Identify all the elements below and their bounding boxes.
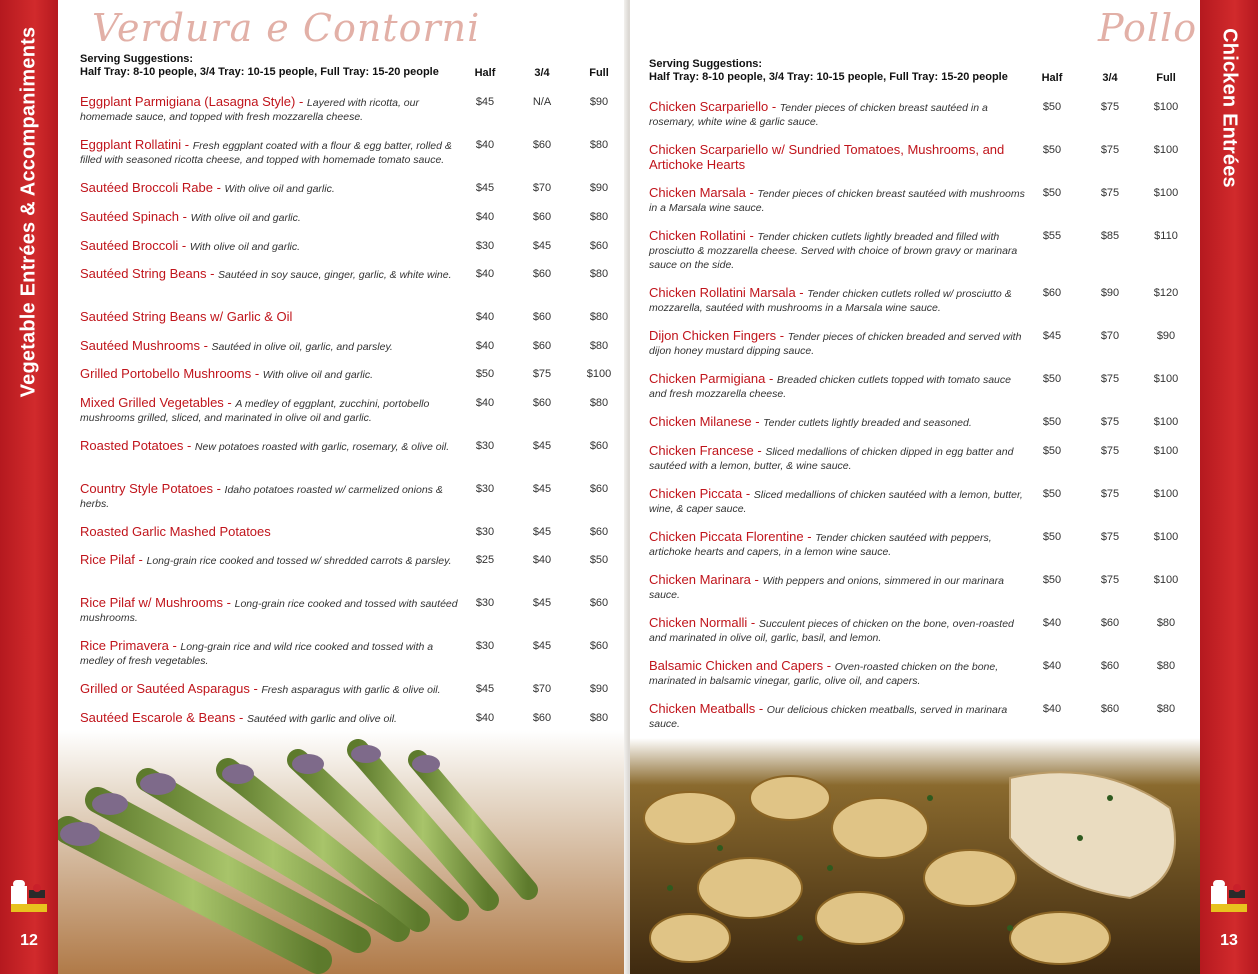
menu-item-name: Chicken Marinara — [649, 572, 751, 587]
menu-item-text — [80, 553, 458, 568]
separator-dash: - — [206, 266, 219, 281]
menu-item-text — [649, 286, 1027, 315]
menu-item-description: Sautéed in olive oil, garlic, and parsley. — [211, 341, 393, 353]
menu-item-description: Sliced medallions of chicken sautéed with a lemon, butter, wine, & caper sauce. — [649, 489, 1023, 515]
menu-item-description: With olive oil and garlic. — [190, 212, 301, 224]
menu-item-name: Sautéed String Beans — [80, 266, 207, 281]
price-three-quarter: $90 — [1100, 287, 1120, 299]
menu-item-text — [649, 444, 1027, 473]
column-header-three-quarter: 3/4 — [1102, 72, 1118, 84]
separator-dash: - — [753, 443, 766, 458]
menu-item-text — [649, 186, 1027, 215]
serving-text: Half Tray: 8-10 people, 3/4 Tray: 10-15 people, Full Tray: 15-20 people — [80, 66, 439, 78]
price-half: $40 — [1042, 703, 1062, 715]
price-half: $30 — [475, 526, 495, 538]
menu-item-description: Tender pieces of chicken breast sautéed in a rosemary, white wine & garlic sauce. — [649, 102, 988, 128]
separator-dash: - — [178, 238, 190, 253]
price-full: $80 — [589, 211, 609, 223]
page-number: 13 — [1220, 932, 1238, 949]
menu-item-text — [649, 616, 1027, 645]
price-full: $80 — [589, 311, 609, 323]
price-half: $50 — [1042, 373, 1062, 385]
price-three-quarter: $70 — [532, 683, 552, 695]
separator-dash: - — [179, 209, 191, 224]
price-three-quarter: $75 — [1100, 416, 1120, 428]
separator-dash: - — [750, 572, 763, 587]
price-three-quarter: $45 — [532, 597, 552, 609]
menu-item-name: Country Style Potatoes — [80, 481, 213, 496]
separator-dash: - — [745, 228, 758, 243]
price-three-quarter: $75 — [532, 368, 552, 380]
page-number: 12 — [20, 932, 38, 949]
price-full: $100 — [1153, 531, 1179, 543]
menu-item-name: Chicken Milanese — [649, 414, 752, 429]
price-half: $50 — [1042, 488, 1062, 500]
separator-dash: - — [755, 701, 767, 716]
menu-page-left — [0, 0, 628, 974]
menu-item-name: Chicken Piccata — [649, 486, 743, 501]
menu-item-name: Sautéed String Beans w/ Garlic & Oil — [80, 309, 293, 324]
price-half: $40 — [475, 268, 495, 280]
menu-item-text — [80, 482, 458, 511]
price-half: $45 — [1042, 330, 1062, 342]
separator-dash: - — [765, 371, 777, 386]
price-half: $50 — [1042, 144, 1062, 156]
menu-item-text — [80, 267, 458, 282]
price-three-quarter: $45 — [532, 440, 552, 452]
separator-dash: - — [747, 615, 759, 630]
separator-dash: - — [742, 486, 754, 501]
menu-item-text — [649, 100, 1027, 129]
menu-item-description: Tender chicken cutlets lightly breaded and filled with prosciutto & mozzarella cheese. Served with choice of brown gravy or marinara sauce on the side. — [649, 231, 1018, 271]
price-three-quarter: $70 — [532, 182, 552, 194]
price-full: $80 — [589, 397, 609, 409]
menu-item-description: With olive oil and garlic. — [189, 241, 301, 253]
price-three-quarter: N/A — [532, 96, 552, 108]
price-full: $100 — [1153, 416, 1179, 428]
menu-item-text — [649, 659, 1027, 688]
menu-item-text — [80, 682, 458, 697]
price-three-quarter: $60 — [532, 268, 552, 280]
price-three-quarter: $45 — [532, 526, 552, 538]
sidebar-title-chicken: Chicken Entrées — [1218, 28, 1241, 188]
price-half: $50 — [1042, 531, 1062, 543]
price-full: $100 — [1153, 144, 1179, 156]
price-full: $110 — [1154, 230, 1178, 242]
menu-item-name: Chicken Normalli — [649, 615, 748, 630]
menu-item-name: Rice Pilaf — [80, 552, 135, 567]
price-half: $50 — [1042, 416, 1062, 428]
price-half: $45 — [475, 182, 495, 194]
price-three-quarter: $75 — [1100, 531, 1120, 543]
menu-item-text — [80, 711, 458, 726]
price-three-quarter: $75 — [1100, 445, 1120, 457]
menu-item-description: A medley of eggplant, zucchini, portobello mushrooms grilled, sliced, and marinated in olive oil and garlic. — [80, 398, 430, 424]
price-full: $100 — [1153, 373, 1179, 385]
menu-item-description: Tender pieces of chicken breast sautéed with mushrooms in a Marsala wine sauce. — [649, 188, 1025, 214]
menu-item-description: Long-grain rice and wild rice cooked and tossed with a medley of fresh vegetables. — [80, 641, 434, 667]
menu-item-description: Tender pieces of chicken breaded and served with dijon honey mustard dipping sauce. — [649, 331, 1022, 357]
menu-item-text — [80, 439, 458, 454]
price-three-quarter: $60 — [532, 340, 552, 352]
price-three-quarter: $60 — [1100, 617, 1120, 629]
menu-item-name: Chicken Rollatini — [649, 228, 746, 243]
serving-text: Half Tray: 8-10 people, 3/4 Tray: 10-15 people, Full Tray: 15-20 people — [649, 71, 1008, 83]
sidebar-left — [0, 0, 58, 974]
menu-item-name: Chicken Meatballs — [649, 701, 756, 716]
price-three-quarter: $60 — [1100, 660, 1120, 672]
price-full: $60 — [589, 640, 609, 652]
menu-item-description: Layered with ricotta, our homemade sauce, and topped with fresh mozzarella cheese. — [80, 97, 419, 123]
menu-item-text — [649, 329, 1027, 358]
column-header-full: Full — [589, 67, 609, 79]
price-half: $25 — [475, 554, 495, 566]
menu-item-text — [80, 239, 458, 254]
price-full: $90 — [589, 182, 609, 194]
menu-item-description: Oven-roasted chicken on the bone, marinated in balsamic vinegar, garlic, olive oil, and capers. — [649, 661, 999, 687]
price-three-quarter: $45 — [532, 240, 552, 252]
menu-item-text — [649, 530, 1027, 559]
menu-item-text — [80, 310, 458, 325]
separator-dash: - — [295, 94, 307, 109]
menu-item-name: Balsamic Chicken and Capers — [649, 658, 824, 673]
price-three-quarter: $75 — [1100, 144, 1120, 156]
price-full: $60 — [589, 483, 609, 495]
menu-item-name: Eggplant Rollatini — [80, 137, 182, 152]
menu-item-name: Grilled Portobello Mushrooms — [80, 366, 252, 381]
price-half: $30 — [475, 440, 495, 452]
menu-item-name: Eggplant Parmigiana (Lasagna Style) — [80, 94, 296, 109]
menu-item-description: Long-grain rice cooked and tossed with sautéed mushrooms. — [80, 598, 458, 624]
menu-item-name: Sautéed Broccoli — [80, 238, 179, 253]
separator-dash: - — [249, 681, 262, 696]
price-three-quarter: $45 — [532, 640, 552, 652]
price-three-quarter: $70 — [1100, 330, 1120, 342]
price-full: $100 — [1153, 187, 1179, 199]
separator-dash: - — [199, 338, 212, 353]
price-three-quarter: $40 — [532, 554, 552, 566]
price-half: $50 — [1042, 101, 1062, 113]
menu-item-text — [80, 367, 458, 382]
menu-item-description: Sautéed in soy sauce, ginger, garlic, & white wine. — [218, 269, 452, 281]
price-half: $40 — [1042, 617, 1062, 629]
price-three-quarter: $75 — [1100, 187, 1120, 199]
price-three-quarter: $75 — [1100, 574, 1120, 586]
menu-item-description: With olive oil and garlic. — [262, 369, 374, 381]
price-half: $40 — [475, 712, 495, 724]
separator-dash: - — [183, 438, 195, 453]
menu-item-text — [649, 372, 1027, 401]
price-three-quarter: $60 — [532, 139, 552, 151]
sidebar-title-vegetables: Vegetable Entrées & Accompaniments — [17, 26, 40, 398]
price-half: $40 — [475, 340, 495, 352]
section-script-title: Pollo — [1098, 6, 1198, 50]
separator-dash: - — [823, 658, 835, 673]
price-half: $50 — [475, 368, 495, 380]
menu-item-description: New potatoes roasted with garlic, rosemary, & olive oil. — [194, 441, 450, 453]
separator-dash: - — [235, 710, 247, 725]
price-half: $50 — [1042, 445, 1062, 457]
price-half: $55 — [1042, 230, 1062, 242]
menu-item-text — [80, 95, 458, 124]
menu-item-name: Chicken Marsala — [649, 185, 746, 200]
price-full: $80 — [1156, 617, 1176, 629]
separator-dash: - — [168, 638, 181, 653]
restaurant-logo-icon — [1209, 878, 1249, 914]
menu-item-name: Roasted Garlic Mashed Potatoes — [80, 524, 271, 539]
price-half: $60 — [1042, 287, 1062, 299]
chicken-mushroom-photo — [630, 738, 1200, 974]
menu-item-name: Chicken Rollatini Marsala — [649, 285, 796, 300]
serving-heading: Serving Suggestions: — [649, 58, 763, 70]
menu-item-name: Roasted Potatoes — [80, 438, 184, 453]
price-three-quarter: $60 — [1100, 703, 1120, 715]
section-script-title: Verdura e Contorni — [92, 6, 481, 50]
separator-dash: - — [212, 180, 225, 195]
price-full: $60 — [589, 240, 609, 252]
separator-dash: - — [751, 414, 764, 429]
menu-item-description: Breaded chicken cutlets topped with tomato sauce and fresh mozzarella cheese. — [649, 374, 1011, 400]
price-half: $50 — [1042, 574, 1062, 586]
price-full: $90 — [1156, 330, 1176, 342]
column-header-half: Half — [1041, 72, 1063, 84]
menu-item-description: Tender chicken cutlets rolled w/ prosciutto & mozzarella, sautéed with mushrooms in a Marsala wine sauce. — [649, 288, 1012, 314]
price-half: $40 — [475, 397, 495, 409]
price-full: $100 — [1153, 101, 1179, 113]
restaurant-logo-icon — [9, 878, 49, 914]
menu-item-description: Succulent pieces of chicken on the bone, oven-roasted and marinated in olive oil, garlic, basil, and lemon. — [649, 618, 1014, 644]
serving-suggestions — [649, 58, 1008, 84]
price-three-quarter: $75 — [1100, 373, 1120, 385]
price-full: $60 — [589, 526, 609, 538]
menu-item-text — [649, 573, 1027, 602]
price-full: $60 — [589, 597, 609, 609]
price-full: $50 — [589, 554, 609, 566]
separator-dash: - — [795, 285, 808, 300]
menu-item-text — [80, 525, 458, 540]
menu-item-text — [80, 639, 458, 668]
menu-item-name: Dijon Chicken Fingers — [649, 328, 777, 343]
price-half: $45 — [475, 96, 495, 108]
menu-item-name: Rice Primavera — [80, 638, 169, 653]
menu-item-text — [649, 487, 1027, 516]
menu-item-name: Chicken Scarpariello — [649, 99, 769, 114]
menu-item-name: Chicken Piccata Florentine — [649, 529, 804, 544]
menu-item-name: Sautéed Spinach — [80, 209, 180, 224]
menu-item-text — [649, 702, 1027, 731]
price-full: $100 — [1153, 445, 1179, 457]
separator-dash: - — [803, 529, 816, 544]
price-three-quarter: $75 — [1100, 101, 1120, 113]
price-full: $90 — [589, 683, 609, 695]
serving-suggestions — [80, 53, 439, 79]
menu-item-name: Sautéed Escarole & Beans — [80, 710, 236, 725]
menu-item-description: Fresh eggplant coated with a flour & egg batter, rolled & filled with seasoned ricotta cheese, and topped with homemade tomato sauce. — [80, 140, 452, 166]
price-full: $80 — [589, 268, 609, 280]
price-full: $80 — [1156, 660, 1176, 672]
menu-item-description: Tender chicken sautéed with peppers, artichoke hearts and capers, in a lemon wine sauce. — [649, 532, 992, 558]
menu-item-name: Sautéed Mushrooms — [80, 338, 200, 353]
price-full: $100 — [1153, 488, 1179, 500]
menu-item-description: With peppers and onions, simmered in our marinara sauce. — [649, 575, 1004, 601]
menu-item-name: Mixed Grilled Vegetables — [80, 395, 224, 410]
menu-item-description: Sliced medallions of chicken dipped in egg batter and sautéed with a lemon, butter, & wine sauce. — [649, 446, 1014, 472]
menu-item-description: Idaho potatoes roasted w/ carmelized onions & herbs. — [80, 484, 443, 510]
menu-item-text — [649, 229, 1027, 272]
price-full: $60 — [589, 440, 609, 452]
menu-item-text — [649, 415, 1027, 430]
separator-dash: - — [223, 595, 235, 610]
menu-item-name: Chicken Scarpariello w/ Sundried Tomatoes, Mushrooms, and Artichoke Hearts — [649, 142, 1005, 172]
menu-item-text — [80, 138, 458, 167]
separator-dash: - — [223, 395, 236, 410]
menu-item-description: Fresh asparagus with garlic & olive oil. — [261, 684, 441, 696]
menu-item-text — [80, 181, 458, 196]
price-half: $40 — [475, 311, 495, 323]
column-header-full: Full — [1156, 72, 1176, 84]
menu-item-text — [80, 339, 458, 354]
menu-item-text — [649, 143, 1027, 173]
menu-item-name: Chicken Parmigiana — [649, 371, 766, 386]
separator-dash: - — [251, 366, 263, 381]
menu-item-name: Chicken Francese — [649, 443, 754, 458]
menu-item-description: Sautéed with garlic and olive oil. — [246, 713, 397, 725]
menu-item-text — [80, 596, 458, 625]
menu-item-name: Rice Pilaf w/ Mushrooms — [80, 595, 224, 610]
separator-dash: - — [181, 137, 193, 152]
price-half: $50 — [1042, 187, 1062, 199]
menu-item-description: With olive oil and garlic. — [224, 183, 335, 195]
menu-item-text — [80, 210, 458, 225]
menu-item-description: Tender cutlets lightly breaded and seasoned. — [763, 417, 972, 429]
price-half: $30 — [475, 483, 495, 495]
price-three-quarter: $60 — [532, 712, 552, 724]
column-header-half: Half — [474, 67, 496, 79]
price-half: $30 — [475, 597, 495, 609]
separator-dash: - — [212, 481, 225, 496]
price-three-quarter: $60 — [532, 311, 552, 323]
price-full: $80 — [589, 340, 609, 352]
price-three-quarter: $60 — [532, 211, 552, 223]
price-half: $45 — [475, 683, 495, 695]
price-three-quarter: $75 — [1100, 488, 1120, 500]
price-full: $80 — [589, 712, 609, 724]
column-header-three-quarter: 3/4 — [534, 67, 550, 79]
menu-page-right — [630, 0, 1258, 974]
separator-dash: - — [776, 328, 788, 343]
price-full: $80 — [589, 139, 609, 151]
separator-dash: - — [745, 185, 758, 200]
menu-item-name: Grilled or Sautéed Asparagus — [80, 681, 250, 696]
serving-heading: Serving Suggestions: — [80, 53, 194, 65]
price-half: $40 — [475, 139, 495, 151]
separator-dash: - — [768, 99, 780, 114]
price-full: $90 — [589, 96, 609, 108]
sidebar-right — [1200, 0, 1258, 974]
asparagus-photo — [58, 730, 628, 974]
menu-item-name: Sautéed Broccoli Rabe — [80, 180, 213, 195]
separator-dash: - — [134, 552, 147, 567]
price-full: $100 — [586, 368, 612, 380]
price-half: $40 — [1042, 660, 1062, 672]
price-full: $120 — [1153, 287, 1179, 299]
price-three-quarter: $45 — [532, 483, 552, 495]
menu-item-description: Long-grain rice cooked and tossed w/ shredded carrots & parsley. — [146, 555, 452, 567]
menu-item-text — [80, 396, 458, 425]
menu-item-description: Our delicious chicken meatballs, served in marinara sauce. — [649, 704, 1008, 730]
price-half: $30 — [475, 640, 495, 652]
price-three-quarter: $85 — [1100, 230, 1120, 242]
price-half: $30 — [475, 240, 495, 252]
price-full: $80 — [1156, 703, 1176, 715]
price-three-quarter: $60 — [532, 397, 552, 409]
price-full: $100 — [1153, 574, 1179, 586]
price-half: $40 — [475, 211, 495, 223]
